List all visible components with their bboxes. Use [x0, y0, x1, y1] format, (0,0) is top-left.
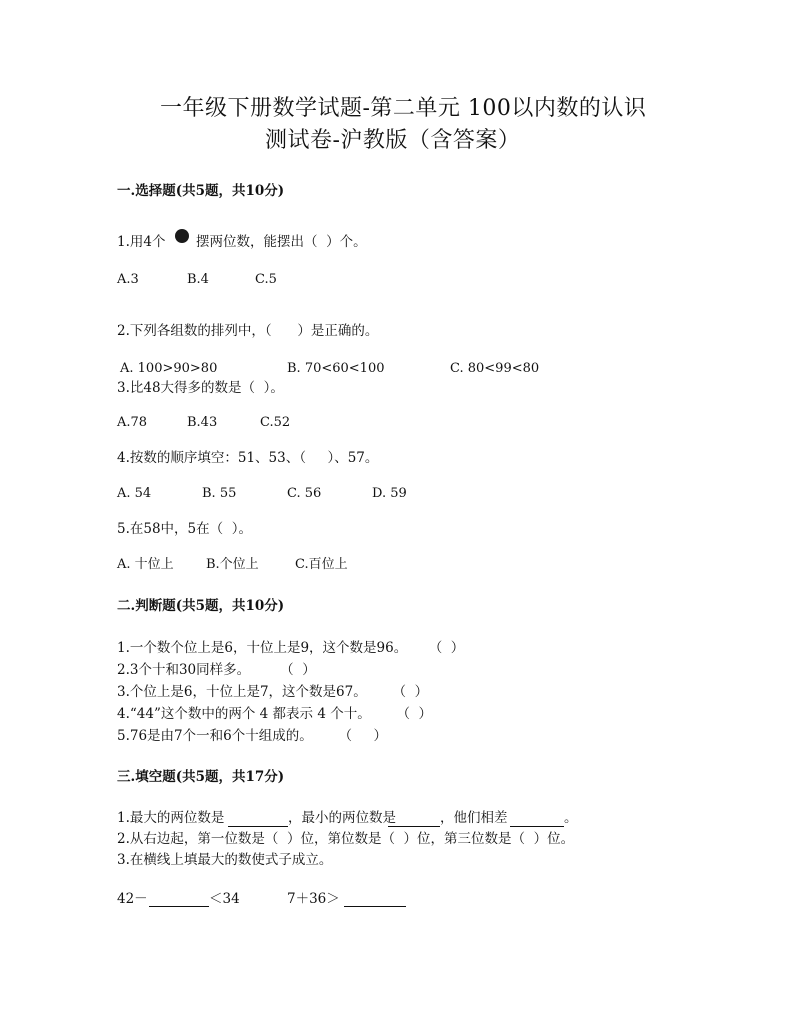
question-1-stem-pre: 1.用4个 — [117, 234, 166, 250]
page-title-line1: 一年级下册数学试题-第二单元 100以内数的认识 — [160, 96, 647, 121]
fill-q3: 3.在横线上填最大的数使式子成立。 — [117, 852, 333, 868]
q5-option-a: A. 十位上 — [117, 557, 174, 572]
expr1-right: ＜34 — [209, 891, 240, 907]
judgement-item: 1.一个数个位上是6，十位上是9，这个数是96。 （ ） — [117, 640, 465, 656]
q4-option-b: B. 55 — [202, 486, 237, 501]
q3-option-b: B.43 — [187, 415, 218, 430]
q2-option-a: A. 100>90>80 — [120, 361, 218, 376]
q4-option-a: A. 54 — [117, 486, 152, 501]
judgement-item: 5.76是由7个一和6个十组成的。 （ ） — [117, 728, 387, 744]
q3-option-c: C.52 — [260, 415, 291, 430]
answer-blank[interactable] — [510, 826, 564, 827]
fill-q1-part-d: 。 — [564, 810, 578, 826]
expr2-left: 7＋36＞ — [287, 891, 340, 907]
q5-option-b: B.个位上 — [206, 557, 259, 572]
fill-q1-part-c: ，他们相差 — [440, 810, 508, 826]
fill-q1-part-a: 1.最大的两位数是 — [117, 810, 225, 826]
q4-option-d: D. 59 — [372, 486, 407, 501]
section-heading-judgement: 二.判断题(共5题，共10分) — [117, 598, 285, 614]
answer-blank[interactable] — [149, 906, 209, 907]
question-4-stem: 4.按数的顺序填空：51、53、（ ）、57。 — [117, 450, 379, 466]
fill-q2: 2.从右边起，第一位数是（ ）位，第位数是（ ）位，第三位数是（ ）位。 — [117, 831, 575, 847]
answer-blank[interactable] — [228, 826, 288, 827]
fill-q1-part-b: ，最小的两位数是 — [288, 810, 396, 826]
q1-option-a: A.3 — [117, 272, 139, 287]
section-heading-choice: 一.选择题(共5题，共10分) — [117, 183, 285, 199]
black-dot-icon — [175, 229, 189, 243]
q5-option-c: C.百位上 — [295, 557, 348, 572]
q3-option-a: A.78 — [117, 415, 148, 430]
question-2-stem: 2.下列各组数的排列中，（ ）是正确的。 — [117, 323, 379, 339]
question-1-stem-post: 摆两位数，能摆出（ ）个。 — [196, 234, 367, 250]
answer-blank[interactable] — [344, 906, 406, 907]
q2-option-b: B. 70<60<100 — [287, 361, 385, 376]
judgement-item: 4.“44”这个数中的两个 4 都表示 4 个十。 （ ） — [117, 706, 433, 722]
expr1-left: 42－ — [117, 891, 148, 907]
q2-option-c: C. 80<99<80 — [450, 361, 540, 376]
q4-option-c: C. 56 — [287, 486, 322, 501]
judgement-item: 3.个位上是6，十位上是7，这个数是67。 （ ） — [117, 684, 429, 700]
answer-blank[interactable] — [388, 826, 440, 827]
question-3-stem: 3.比48大得多的数是（ ）。 — [117, 380, 284, 396]
question-5-stem: 5.在58中，5在（ ）。 — [117, 521, 252, 537]
q1-option-c: C.5 — [255, 272, 277, 287]
page-title-line2: 测试卷-沪教版（含答案） — [265, 128, 521, 153]
judgement-item: 2.3个十和30同样多。 （ ） — [117, 662, 316, 678]
q1-option-b: B.4 — [187, 272, 209, 287]
section-heading-fill-blank: 三.填空题(共5题，共17分) — [117, 769, 285, 785]
